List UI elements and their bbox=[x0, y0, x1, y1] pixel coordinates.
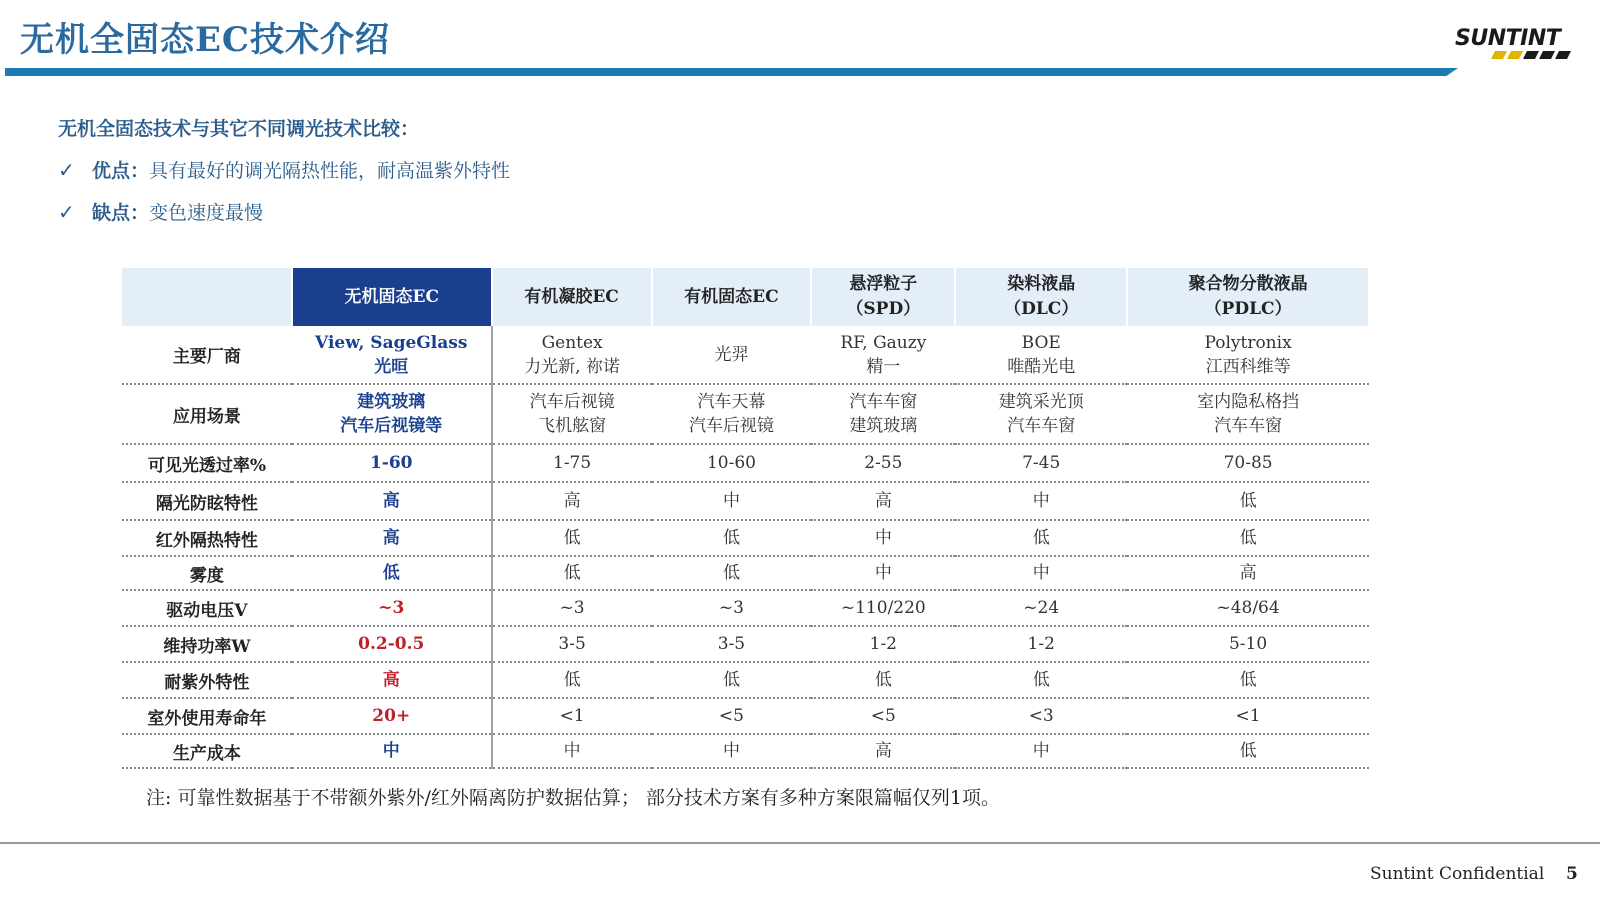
table-cell: 低 bbox=[1127, 662, 1369, 698]
table-row bbox=[122, 444, 1369, 482]
table-cell: 室内隐私格挡 汽车车窗 bbox=[1127, 384, 1369, 444]
table-cell: 高 bbox=[292, 662, 492, 698]
table-cell: 中 bbox=[811, 520, 955, 556]
table-cell: Polytronix 江西科维等 bbox=[1127, 326, 1369, 384]
table-cell: 中 bbox=[652, 734, 812, 768]
table-row bbox=[122, 384, 1369, 444]
table-cell: 0.2-0.5 bbox=[292, 626, 492, 662]
table-cell: 低 bbox=[492, 520, 652, 556]
table-cell: Gentex 力光新, 祢诺 bbox=[492, 326, 652, 384]
table-cell: 高 bbox=[292, 520, 492, 556]
table-cell: <1 bbox=[492, 698, 652, 734]
check-icon: ✓ bbox=[58, 200, 75, 224]
table-cell: <5 bbox=[811, 698, 955, 734]
bullet-advantages bbox=[58, 156, 510, 183]
table-cell: 低 bbox=[955, 662, 1127, 698]
table-cell: ~3 bbox=[292, 590, 492, 626]
suntint-logo bbox=[1455, 26, 1585, 56]
table-cell: ~3 bbox=[652, 590, 812, 626]
table-cell: 低 bbox=[1127, 734, 1369, 768]
bullet-label: 优点： bbox=[92, 160, 150, 182]
table-cell: 汽车天幕 汽车后视镜 bbox=[652, 384, 812, 444]
bullet-disadvantages bbox=[58, 198, 263, 225]
table-cell: 汽车车窗 建筑玻璃 bbox=[811, 384, 955, 444]
table-cell: 1-60 bbox=[292, 444, 492, 482]
table-cell: 2-55 bbox=[811, 444, 955, 482]
table-cell: 中 bbox=[292, 734, 492, 768]
table-row bbox=[122, 590, 1369, 626]
header-corner bbox=[122, 268, 292, 326]
table-cell: 70-85 bbox=[1127, 444, 1369, 482]
table-cell: 高 bbox=[811, 734, 955, 768]
table-cell: 低 bbox=[652, 662, 812, 698]
table-cell: 高 bbox=[492, 482, 652, 520]
table-cell: 高 bbox=[292, 482, 492, 520]
table-cell: 低 bbox=[492, 556, 652, 590]
table-cell: <1 bbox=[1127, 698, 1369, 734]
table-cell: 高 bbox=[811, 482, 955, 520]
table-cell: 建筑采光顶 汽车车窗 bbox=[955, 384, 1127, 444]
table-row bbox=[122, 662, 1369, 698]
table-cell: ~24 bbox=[955, 590, 1127, 626]
table-cell: 汽车后视镜 飞机舷窗 bbox=[492, 384, 652, 444]
table-cell: 中 bbox=[955, 556, 1127, 590]
logo-text: SUNTINT bbox=[1455, 26, 1561, 51]
bullet-text: 具有最好的调光隔热性能，耐高温紫外特性 bbox=[149, 160, 511, 182]
table-cell: 低 bbox=[492, 662, 652, 698]
table-cell: ~110/220 bbox=[811, 590, 955, 626]
table-row bbox=[122, 698, 1369, 734]
table-row bbox=[122, 556, 1369, 590]
header-inorganic-ec: 无机固态EC bbox=[292, 268, 492, 326]
table-cell: RF, Gauzy 精一 bbox=[811, 326, 955, 384]
header-organic-solid-ec: 有机固态EC bbox=[652, 268, 812, 326]
table-row bbox=[122, 734, 1369, 768]
table-cell: 10-60 bbox=[652, 444, 812, 482]
table-cell: 光羿 bbox=[652, 326, 812, 384]
row-label: 红外隔热特性 bbox=[122, 520, 292, 556]
table-cell: 20+ bbox=[292, 698, 492, 734]
table-cell: <3 bbox=[955, 698, 1127, 734]
confidential-label: Suntint Confidential bbox=[1370, 864, 1545, 884]
row-label: 维持功率W bbox=[122, 626, 292, 662]
header-organic-gel-ec: 有机凝胶EC bbox=[492, 268, 652, 326]
table-row bbox=[122, 326, 1369, 384]
table-cell: 中 bbox=[811, 556, 955, 590]
footnote: 注: 可靠性数据基于不带额外紫外/红外隔离防护数据估算； 部分技术方案有多种方案限篇幅仅列1项。 bbox=[146, 787, 1000, 809]
row-label: 生产成本 bbox=[122, 734, 292, 768]
table-cell: 低 bbox=[292, 556, 492, 590]
table-cell: 低 bbox=[811, 662, 955, 698]
check-icon: ✓ bbox=[58, 158, 75, 182]
header-dlc: 染料液晶 （DLC） bbox=[955, 268, 1127, 326]
table-cell: 中 bbox=[492, 734, 652, 768]
table-cell: View, SageGlass 光晅 bbox=[292, 326, 492, 384]
bullet-label: 缺点： bbox=[92, 202, 150, 224]
table-cell: 中 bbox=[652, 482, 812, 520]
row-label: 驱动电压V bbox=[122, 590, 292, 626]
table-cell: 5-10 bbox=[1127, 626, 1369, 662]
table-cell: 中 bbox=[955, 734, 1127, 768]
table-cell: 中 bbox=[955, 482, 1127, 520]
page-number: 5 bbox=[1566, 864, 1578, 884]
row-label: 耐紫外特性 bbox=[122, 662, 292, 698]
bullet-text: 变色速度最慢 bbox=[149, 202, 264, 224]
header-spd: 悬浮粒子 （SPD） bbox=[811, 268, 955, 326]
table-cell: ~48/64 bbox=[1127, 590, 1369, 626]
row-label: 雾度 bbox=[122, 556, 292, 590]
table-row bbox=[122, 520, 1369, 556]
header-bar bbox=[5, 68, 1458, 76]
table-cell: <5 bbox=[652, 698, 812, 734]
intro-text: 无机全固态技术与其它不同调光技术比较： bbox=[58, 118, 420, 140]
table-cell: 低 bbox=[1127, 482, 1369, 520]
table-cell: 1-2 bbox=[955, 626, 1127, 662]
footer-divider bbox=[0, 842, 1600, 844]
table-cell: 7-45 bbox=[955, 444, 1127, 482]
logo-stripes-icon bbox=[1455, 51, 1585, 59]
table-cell: 低 bbox=[652, 520, 812, 556]
table-cell: 建筑玻璃 汽车后视镜等 bbox=[292, 384, 492, 444]
table-row bbox=[122, 482, 1369, 520]
table-cell: 高 bbox=[1127, 556, 1369, 590]
table-cell: 1-75 bbox=[492, 444, 652, 482]
row-label: 主要厂商 bbox=[122, 326, 292, 384]
table-body bbox=[122, 326, 1369, 768]
table-cell: 低 bbox=[652, 556, 812, 590]
comparison-table bbox=[122, 268, 1370, 769]
table-cell: 3-5 bbox=[652, 626, 812, 662]
row-label: 室外使用寿命年 bbox=[122, 698, 292, 734]
table-cell: BOE 唯酷光电 bbox=[955, 326, 1127, 384]
table-row bbox=[122, 626, 1369, 662]
row-label: 隔光防眩特性 bbox=[122, 482, 292, 520]
table-cell: ~3 bbox=[492, 590, 652, 626]
table-cell: 低 bbox=[955, 520, 1127, 556]
table-cell: 1-2 bbox=[811, 626, 955, 662]
row-label: 应用场景 bbox=[122, 384, 292, 444]
table-header-row bbox=[122, 268, 1369, 326]
row-label: 可见光透过率% bbox=[122, 444, 292, 482]
table-cell: 低 bbox=[1127, 520, 1369, 556]
table-cell: 3-5 bbox=[492, 626, 652, 662]
header-pdlc: 聚合物分散液晶 （PDLC） bbox=[1127, 268, 1369, 326]
slide-title: 无机全固态EC技术介绍 bbox=[20, 20, 390, 60]
